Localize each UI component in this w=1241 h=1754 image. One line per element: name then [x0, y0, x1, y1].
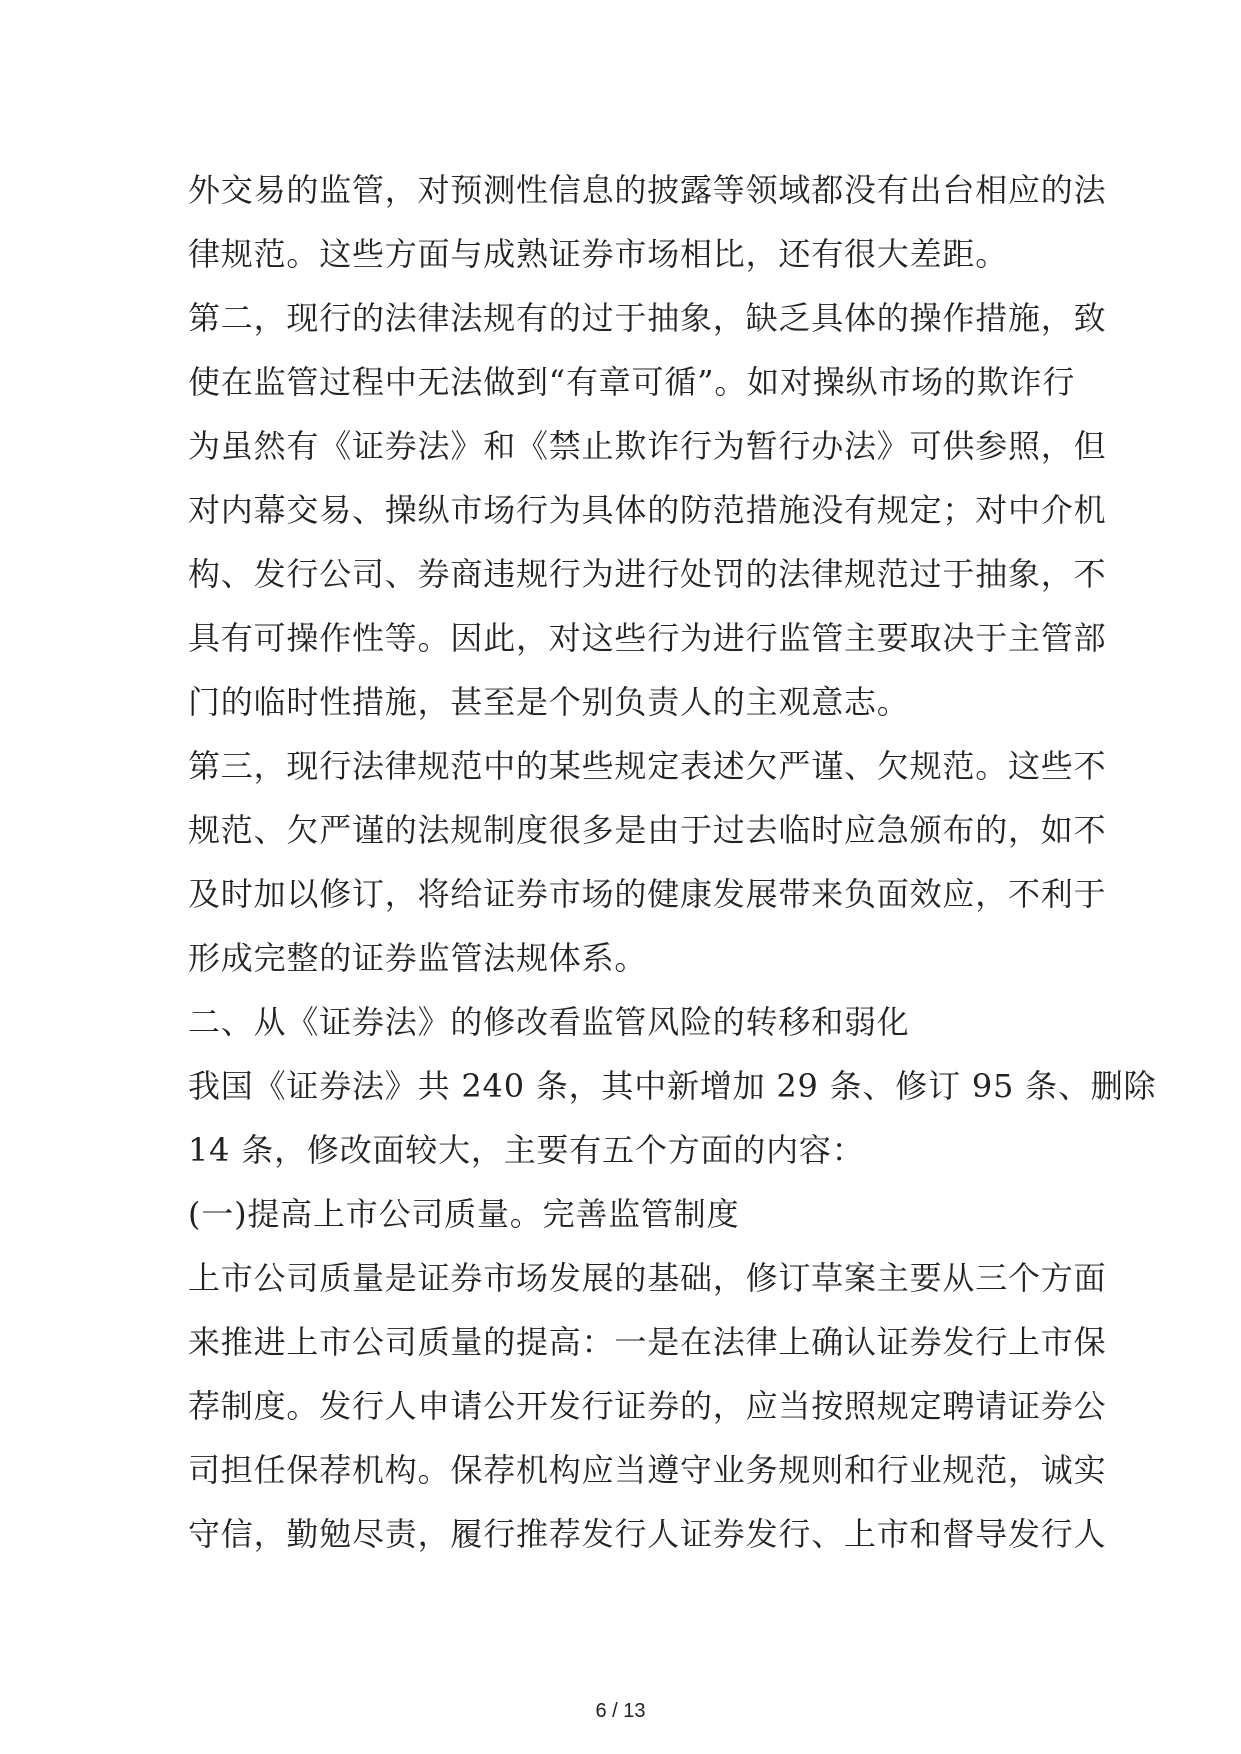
text-line: 我国《证券法》共 240 条，其中新增加 29 条、修订 95 条、删除 — [188, 1067, 1157, 1105]
text-line: 上市公司质量是证券市场发展的基础，修订草案主要从三个方面 — [188, 1259, 1107, 1297]
body-text — [188, 158, 1157, 1566]
text-line: 具有可操作性等。因此，对这些行为进行监管主要取决于主管部 — [188, 619, 1107, 657]
text-line: 14 条，修改面较大，主要有五个方面的内容： — [188, 1131, 865, 1169]
text-line: 司担任保荐机构。保荐机构应当遵守业务规则和行业规范，诚实 — [188, 1451, 1107, 1489]
text-line: 守信，勤勉尽责，履行推荐发行人证券发行、上市和督导发行人 — [188, 1515, 1107, 1553]
page-number: 6 / 13 — [595, 1700, 646, 1722]
text-line: 规范、欠严谨的法规制度很多是由于过去临时应急颁布的，如不 — [188, 811, 1107, 849]
text-line: 第二，现行的法律法规有的过于抽象，缺乏具体的操作措施，致 — [188, 299, 1107, 337]
text-line: 来推进上市公司质量的提高：一是在法律上确认证券发行上市保 — [188, 1323, 1107, 1361]
text-line: 第三，现行法律规范中的某些规定表述欠严谨、欠规范。这些不 — [188, 747, 1107, 785]
text-line: 外交易的监管，对预测性信息的披露等领域都没有出台相应的法 — [188, 171, 1107, 209]
text-line: 律规范。这些方面与成熟证券市场相比，还有很大差距。 — [188, 235, 1009, 273]
section-heading: 二、从《证券法》的修改看监管风险的转移和弱化 — [188, 1003, 910, 1041]
text-line: 及时加以修订，将给证券市场的健康发展带来负面效应，不利于 — [188, 875, 1107, 913]
text-line: 荐制度。发行人申请公开发行证券的，应当按照规定聘请证券公 — [188, 1387, 1107, 1425]
text-line: 形成完整的证券监管法规体系。 — [188, 939, 648, 977]
text-line: 使在监管过程中无法做到“有章可循”。如对操纵市场的欺诈行 — [188, 363, 1076, 401]
text-line: 门的临时性措施，甚至是个别负责人的主观意志。 — [188, 683, 910, 721]
text-line: 构、发行公司、券商违规行为进行处罚的法律规范过于抽象，不 — [188, 555, 1107, 593]
text-line: 为虽然有《证券法》和《禁止欺诈行为暂行办法》可供参照，但 — [188, 427, 1107, 465]
text-line: 对内幕交易、操纵市场行为具体的防范措施没有规定；对中介机 — [188, 491, 1107, 529]
subsection-heading: (一)提高上市公司质量。完善监管制度 — [188, 1195, 740, 1233]
